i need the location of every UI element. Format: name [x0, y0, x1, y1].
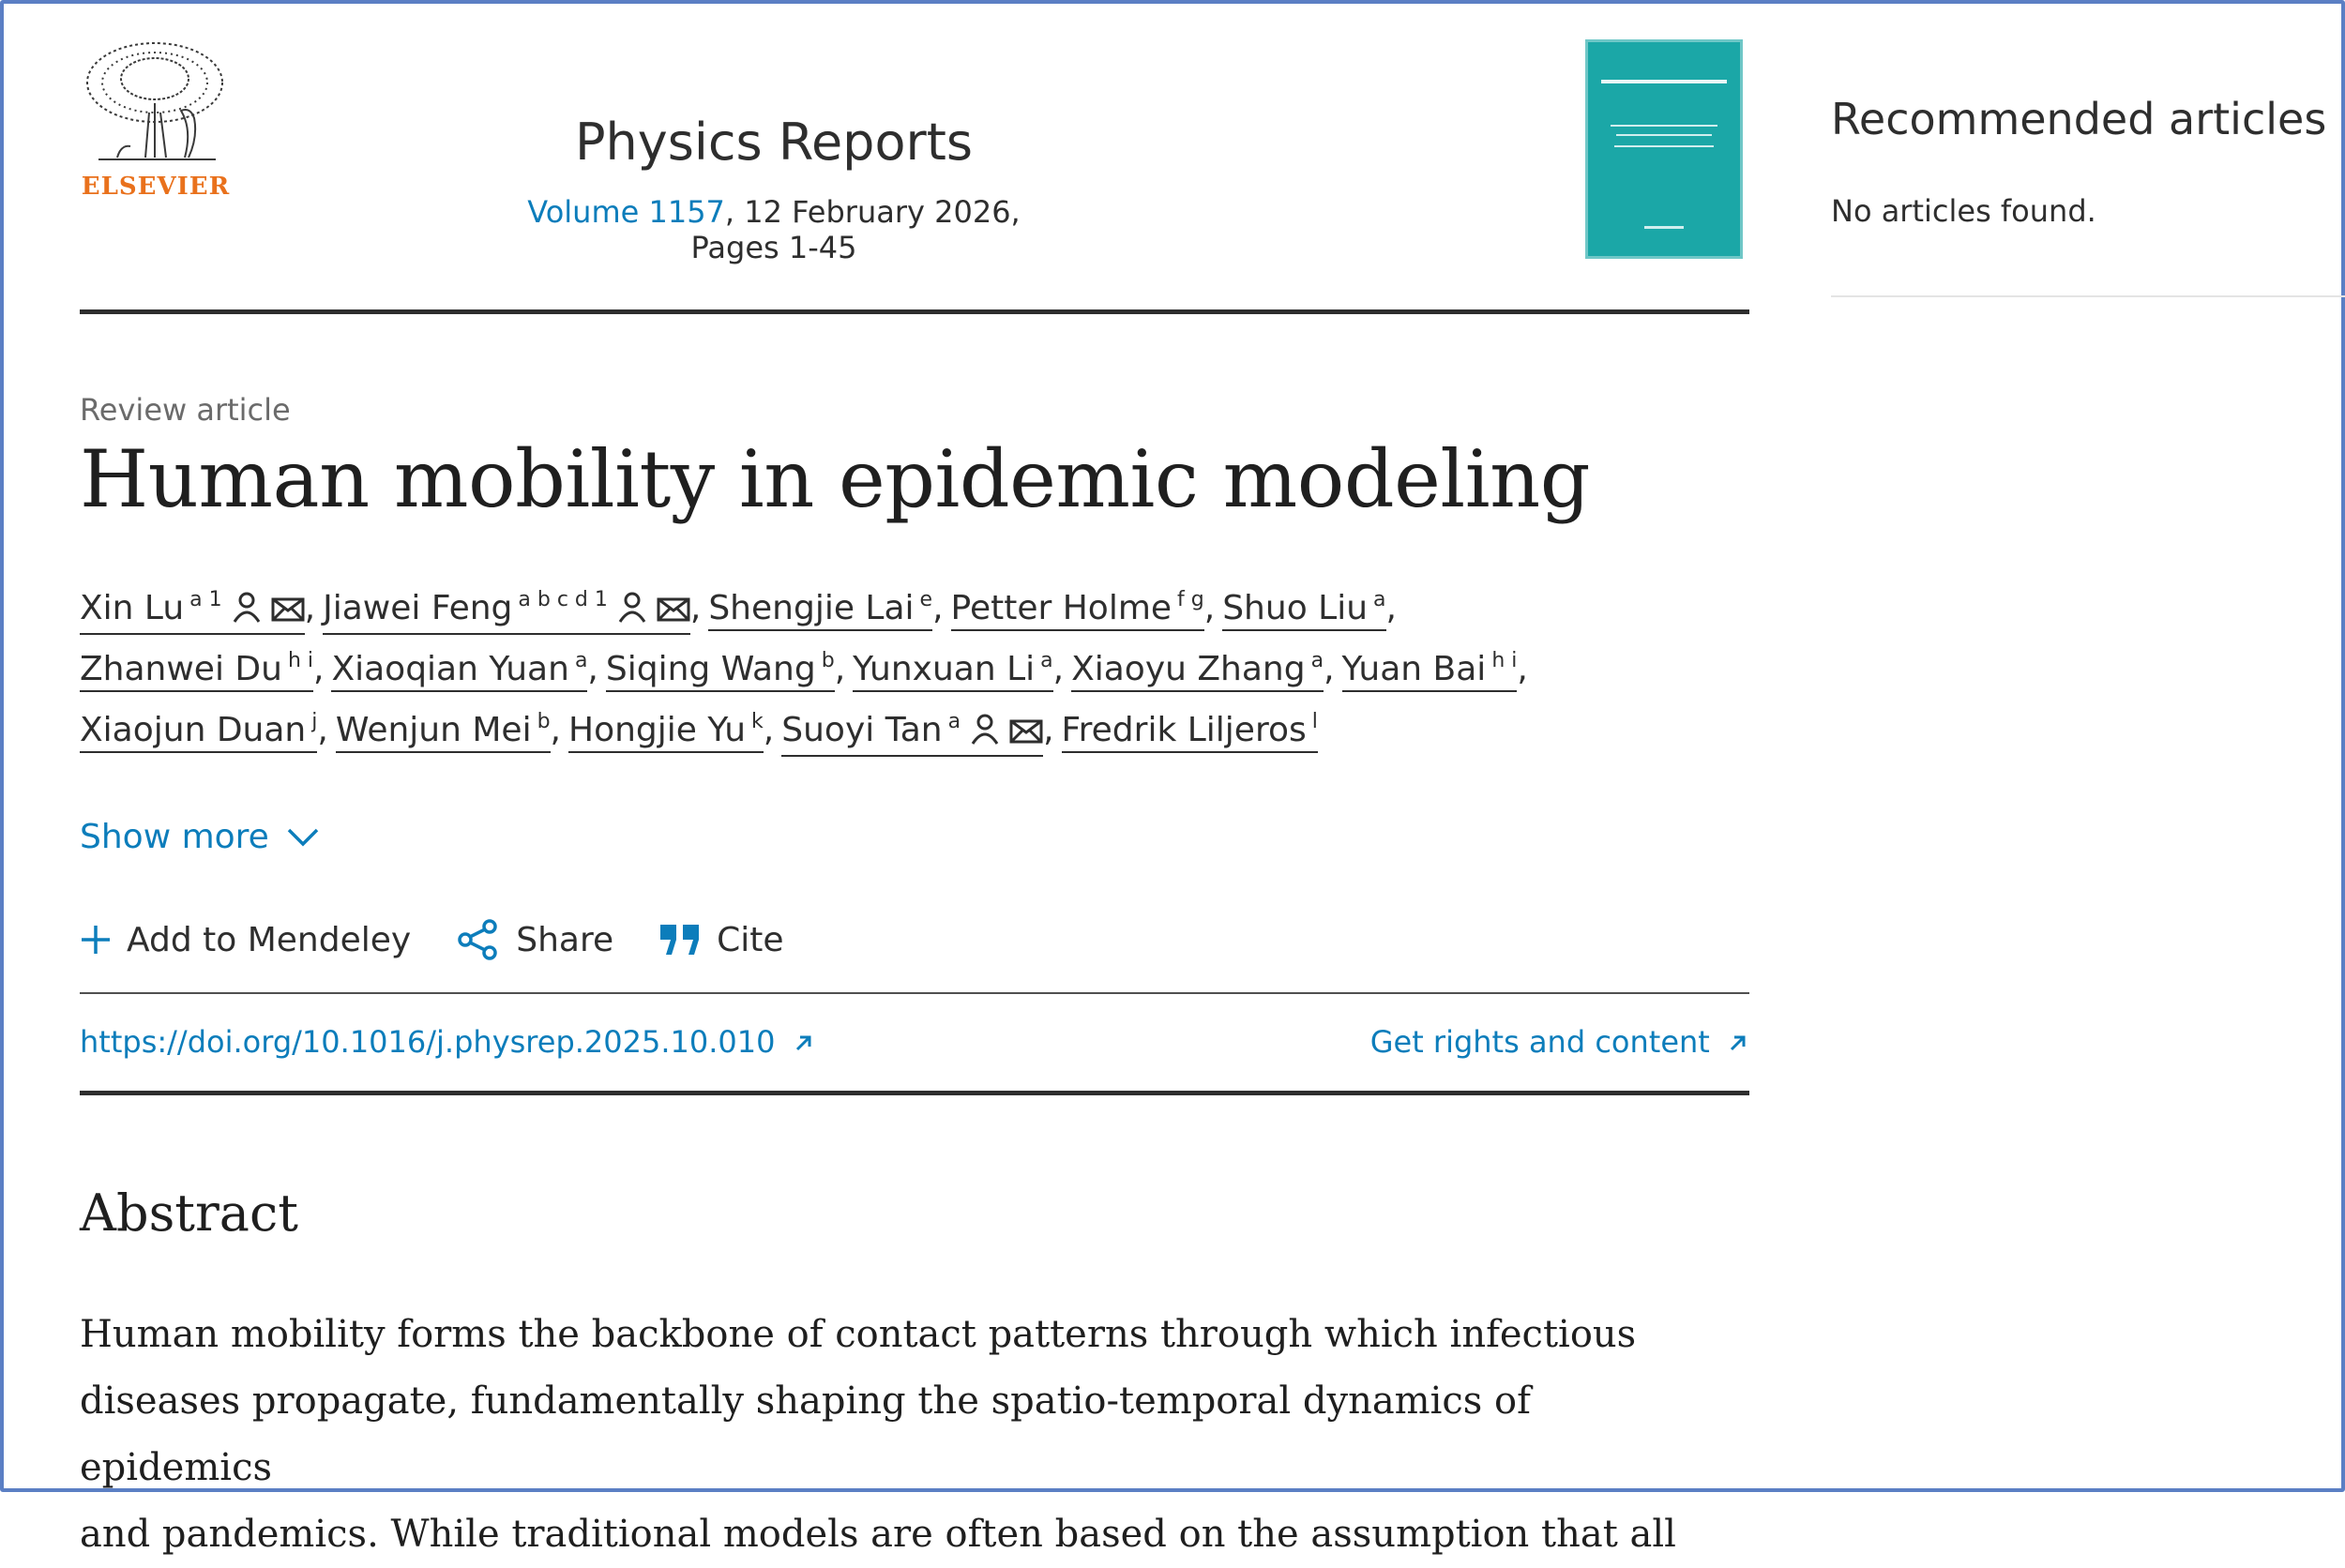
show-more-label: Show more	[80, 818, 269, 856]
author-line	[80, 581, 1749, 642]
person-icon	[970, 713, 1000, 753]
author-link[interactable]	[336, 703, 551, 753]
author-affiliation: h i	[1491, 649, 1518, 672]
author-link[interactable]	[781, 703, 1043, 757]
author-name: Shuo Liu	[1222, 589, 1369, 627]
plus-icon	[80, 924, 112, 956]
author-affiliation: f g	[1177, 588, 1204, 611]
author-affiliation: a b c d 1	[518, 588, 608, 611]
author-link[interactable]	[80, 703, 317, 753]
abstract-line: diseases propagate, fundamentally shaping the spatio-temporal dynamics of epidemics	[80, 1380, 1531, 1489]
author-separator: ,	[763, 711, 775, 749]
author-affiliation: a	[1310, 649, 1324, 672]
author-name: Petter Holme	[950, 589, 1172, 627]
journal-cover-image[interactable]	[1585, 39, 1743, 259]
author-separator: ,	[932, 589, 944, 627]
author-separator: ,	[304, 589, 316, 627]
author-link[interactable]	[80, 581, 305, 635]
author-affiliation: a	[574, 649, 588, 672]
article-title: Human mobility in epidemic modeling	[80, 433, 1590, 525]
author-name: Xin Lu	[80, 589, 185, 627]
elsevier-wordmark: ELSEVIER	[81, 173, 231, 201]
author-line	[80, 703, 1749, 764]
person-icon	[232, 591, 262, 631]
author-link[interactable]	[331, 642, 587, 692]
author-separator: ,	[1517, 650, 1528, 688]
author-separator: ,	[1385, 589, 1397, 627]
author-affiliation: b	[821, 649, 835, 672]
rights-link[interactable]: Get rights and content	[1370, 1024, 1749, 1060]
envelope-icon	[1009, 716, 1043, 753]
author-name: Jiawei Feng	[323, 589, 513, 627]
journal-header	[80, 0, 1749, 319]
envelope-icon	[657, 594, 690, 631]
mendeley-label: Add to Mendeley	[127, 920, 412, 959]
author-name: Xiaoyu Zhang	[1071, 650, 1306, 688]
author-name: Siqing Wang	[605, 650, 816, 688]
author-affiliation: h i	[287, 649, 313, 672]
author-name: Hongjie Yu	[568, 711, 747, 749]
cite-button[interactable]	[658, 921, 783, 959]
cite-label: Cite	[717, 920, 784, 959]
abstract-line: Human mobility forms the backbone of contact patterns through which infectious	[80, 1313, 1637, 1356]
author-link[interactable]	[606, 642, 835, 692]
recommended-empty-message: No articles found.	[1831, 193, 2096, 229]
article-type: Review article	[80, 392, 291, 428]
author-name: Yuan Bai	[1341, 650, 1487, 688]
author-separator: ,	[1324, 650, 1335, 688]
volume-link[interactable]: Volume 1157	[527, 194, 725, 230]
author-name: Xiaojun Duan	[80, 711, 307, 749]
journal-info	[502, 113, 1046, 265]
share-label: Share	[516, 920, 614, 959]
author-separator: ,	[1043, 711, 1054, 749]
elsevier-logo[interactable]	[80, 38, 232, 206]
author-separator: ,	[1203, 589, 1216, 627]
author-link[interactable]	[323, 581, 690, 635]
abstract-text	[80, 1302, 1731, 1568]
author-link[interactable]	[853, 642, 1052, 692]
author-separator: ,	[313, 650, 325, 688]
author-name: Zhanwei Du	[80, 650, 282, 688]
author-separator: ,	[550, 711, 561, 749]
author-separator: ,	[1052, 650, 1065, 688]
article-actions	[80, 917, 829, 962]
envelope-icon	[271, 594, 305, 631]
author-separator: ,	[587, 650, 598, 688]
author-link[interactable]	[1342, 642, 1518, 692]
author-affiliation: b	[537, 710, 551, 733]
author-name: Wenjun Mei	[335, 711, 532, 749]
external-arrow-icon	[793, 1032, 815, 1054]
actions-divider	[80, 992, 1749, 994]
author-link[interactable]	[708, 581, 932, 631]
chevron-down-icon	[286, 827, 320, 848]
author-link[interactable]	[1222, 581, 1385, 631]
author-separator: ,	[834, 650, 846, 688]
author-link[interactable]	[1071, 642, 1324, 692]
person-icon	[617, 591, 647, 631]
header-divider	[80, 309, 1749, 314]
recommended-divider	[1831, 295, 2345, 297]
author-name: Fredrik Liljeros	[1061, 711, 1307, 749]
author-separator: ,	[689, 589, 702, 627]
author-name: Xiaoqian Yuan	[331, 650, 569, 688]
issue-date-pages: , 12 February 2026, Pages 1-45	[690, 194, 1021, 265]
author-link[interactable]	[951, 581, 1204, 631]
author-link[interactable]	[80, 642, 313, 692]
quote-icon	[658, 921, 702, 958]
author-affiliation: a	[1373, 588, 1386, 611]
journal-title[interactable]: Physics Reports	[574, 113, 973, 172]
abstract-heading: Abstract	[80, 1184, 298, 1243]
author-affiliation: a 1	[189, 588, 222, 611]
share-button[interactable]	[456, 917, 613, 962]
doi-link[interactable]: https://doi.org/10.1016/j.physrep.2025.10.010	[80, 1024, 815, 1060]
author-separator: ,	[317, 711, 328, 749]
recommended-title: Recommended articles	[1831, 94, 2327, 144]
author-link[interactable]	[568, 703, 764, 753]
doi-divider	[80, 1091, 1749, 1095]
author-list	[80, 581, 1749, 764]
abstract-line: and pandemics. While traditional models are often based on the assumption that all	[80, 1513, 1676, 1556]
external-arrow-icon	[1727, 1032, 1749, 1054]
author-affiliation: k	[751, 710, 764, 733]
author-name: Shengjie Lai	[708, 589, 915, 627]
author-affiliation: j	[311, 710, 318, 733]
add-to-mendeley-button[interactable]	[80, 921, 411, 959]
show-more-button[interactable]	[80, 818, 320, 856]
author-line	[80, 642, 1749, 703]
author-affiliation: a	[1040, 649, 1053, 672]
elsevier-tree-logo	[80, 38, 232, 169]
article-main	[80, 0, 1749, 1556]
journal-meta	[502, 194, 1046, 265]
author-affiliation: a	[947, 710, 961, 733]
author-affiliation: e	[919, 588, 933, 611]
share-icon	[456, 917, 501, 962]
author-link[interactable]	[1062, 703, 1318, 753]
author-name: Yunxuan Li	[853, 650, 1036, 688]
author-affiliation: l	[1311, 710, 1318, 733]
recommended-articles-panel	[1831, 94, 2345, 229]
author-name: Suoyi Tan	[781, 711, 943, 749]
